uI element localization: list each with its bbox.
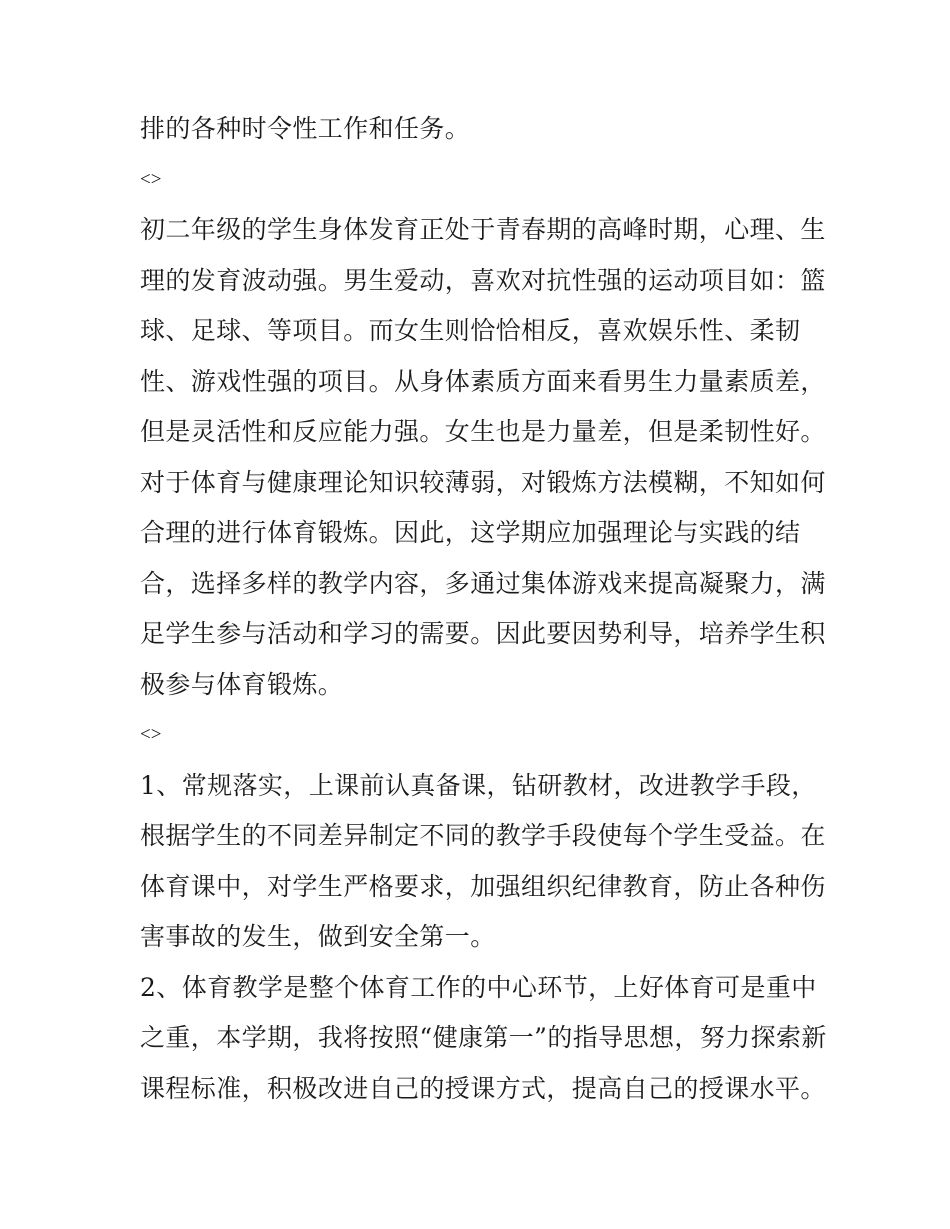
section-marker: <> bbox=[140, 168, 162, 190]
list-item-line: 1、常规落实，上课前认真备课，钻研教材，改进教学手段， bbox=[140, 770, 817, 800]
paragraph-line: 理的发育波动强。男生爱动，喜欢对抗性强的运动项目如：篮 bbox=[140, 265, 826, 295]
paragraph-line: 但是灵活性和反应能力强。女生也是力量差，但是柔韧性好。 bbox=[140, 417, 826, 446]
paragraph-line: 足学生参与活动和学习的需要。因此要因势利导，培养学生积 bbox=[140, 619, 826, 648]
paragraph-line: 初二年级的学生身体发育正处于青春期的高峰时期，心理、生 bbox=[140, 215, 826, 244]
list-item-line: 课程标准，积极改进自己的授课方式，提高自己的授课水平。 bbox=[140, 1073, 826, 1103]
paragraph-line: 极参与体育锻炼。 bbox=[140, 669, 344, 699]
document-body bbox=[140, 104, 827, 1114]
list-item-line: 根据学生的不同差异制定不同的教学手段使每个学生受益。在 bbox=[140, 821, 826, 850]
list-item-line: 体育课中，对学生严格要求，加强组织纪律教育，防止各种伤 bbox=[140, 871, 826, 901]
list-item-line: 之重，本学期，我将按照“健康第一”的指导思想，努力探索新 bbox=[140, 1023, 827, 1052]
paragraph-line: 性、游戏性强的项目。从身体素质方面来看男生力量素质差， bbox=[140, 366, 826, 396]
paragraph-line: 合理的进行体育锻炼。因此，这学期应加强理论与实践的结 bbox=[140, 518, 801, 547]
list-item-line: 2、体育教学是整个体育工作的中心环节，上好体育可是重中 bbox=[140, 972, 817, 1002]
section-marker: <> bbox=[140, 724, 162, 745]
paragraph-line: 球、足球、等项目。而女生则恰恰相反，喜欢娱乐性、柔韧 bbox=[140, 316, 801, 345]
paragraph-line: 合，选择多样的教学内容，多通过集体游戏来提高凝聚力，满 bbox=[140, 568, 826, 598]
list-item-line: 害事故的发生，做到安全第一。 bbox=[140, 922, 496, 951]
paragraph-line: 对于体育与健康理论知识较薄弱，对锻炼方法模糊，不知如何 bbox=[140, 467, 826, 497]
paragraph-line: 排的各种时令性工作和任务。 bbox=[140, 114, 471, 143]
